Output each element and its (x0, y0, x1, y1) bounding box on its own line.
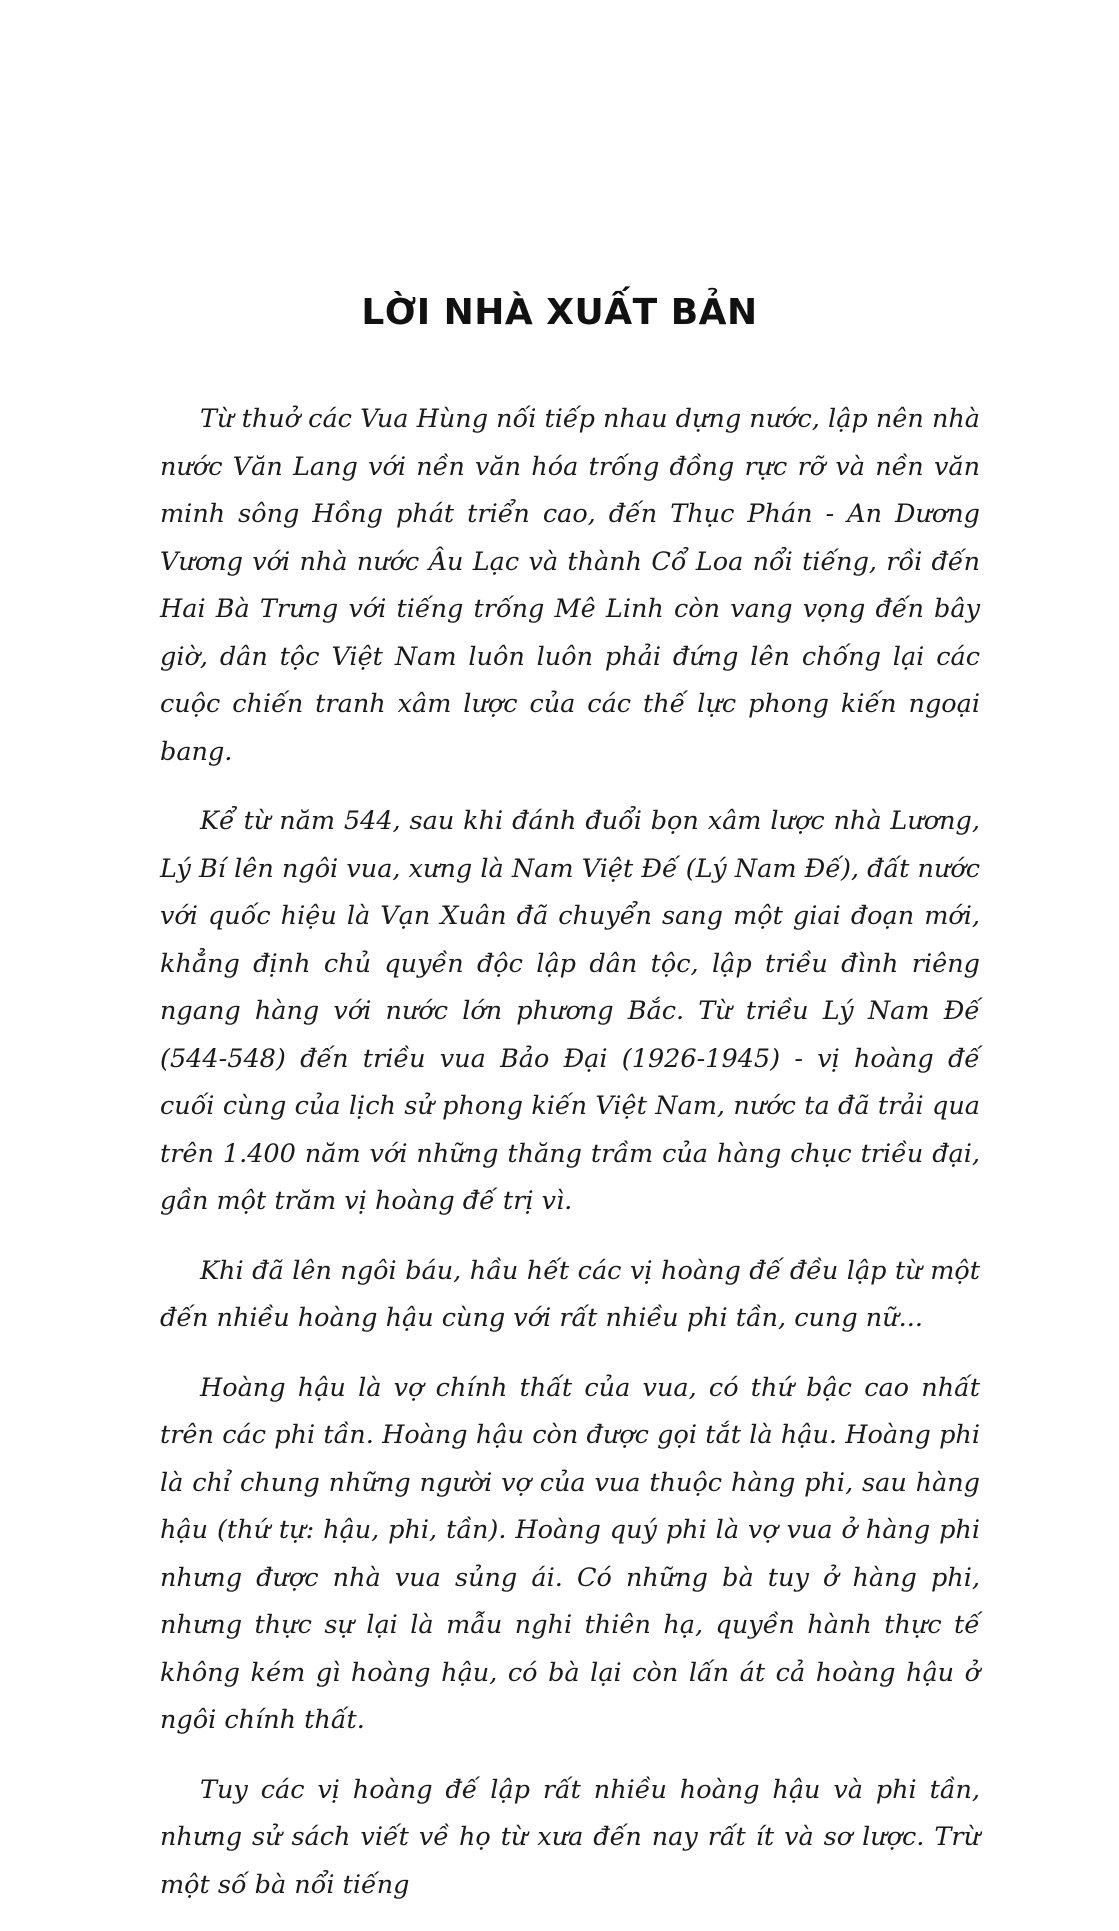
page-title: LỜI NHÀ XUẤT BẢN (361, 292, 758, 333)
paragraph-4: Hoàng hậu là vợ chính thất của vua, có thứ bậc cao nhất trên các phi tần. Hoàng hậu còn được gọi tắt là hậu. Hoàng phi là chỉ chung những người vợ của vua thuộc hàng phi, sau hàng hậu (thứ tự: hậu, phi, tần). Hoàng quý phi là vợ vua ở hàng phi nhưng được nhà vua sủng ái. Có những bà tuy ở hàng phi, nhưng thực sự lại là mẫu nghi thiên hạ, quyền hành thực tế không kém gì hoàng hậu, có bà lại còn lấn át cả hoàng hậu ở ngôi chính thất. (160, 1372, 980, 1735)
paragraph-3: Khi đã lên ngôi báu, hầu hết các vị hoàng đế đều lập từ một đến nhiều hoàng hậu cùng với rất nhiều phi tần, cung nữ... (160, 1255, 980, 1333)
paragraph-1: Từ thuở các Vua Hùng nối tiếp nhau dựng nước, lập nên nhà nước Văn Lang với nền văn hóa trống đồng rực rỡ và nền văn minh sông Hồng phát triển cao, đến Thục Phán - An Dương Vương với nhà nước Âu Lạc và thành Cổ Loa nổi tiếng, rồi đến Hai Bà Trưng với tiếng trống Mê Linh còn vang vọng đến bây giờ, dân tộc Việt Nam luôn luôn phải đứng lên chống lại các cuộc chiến tranh xâm lược của các thế lực phong kiến ngoại bang. (160, 404, 980, 767)
paragraph-2: Kể từ năm 544, sau khi đánh đuổi bọn xâm lược nhà Lương, Lý Bí lên ngôi vua, xưng là Nam Việt Đế (Lý Nam Đế), đất nước với quốc hiệu là Vạn Xuân đã chuyển sang một giai đoạn mới, khẳng định chủ quyền độc lập dân tộc, lập triều đình riêng ngang hàng với nước lớn phương Bắc. Từ triều Lý Nam Đế (544-548) đến triều vua Bảo Đại (1926-1945) - vị hoàng đế cuối cùng của lịch sử phong kiến Việt Nam, nước ta đã trải qua trên 1.400 năm với những thăng trầm của hàng chục triều đại, gần một trăm vị hoàng đế trị vì. (160, 806, 980, 1216)
body-text (160, 396, 980, 1931)
paragraph-5: Tuy các vị hoàng đế lập rất nhiều hoàng hậu và phi tần, nhưng sử sách viết về họ từ xưa đến nay rất ít và sơ lược. Trừ một số bà nổi tiếng (160, 1774, 980, 1900)
